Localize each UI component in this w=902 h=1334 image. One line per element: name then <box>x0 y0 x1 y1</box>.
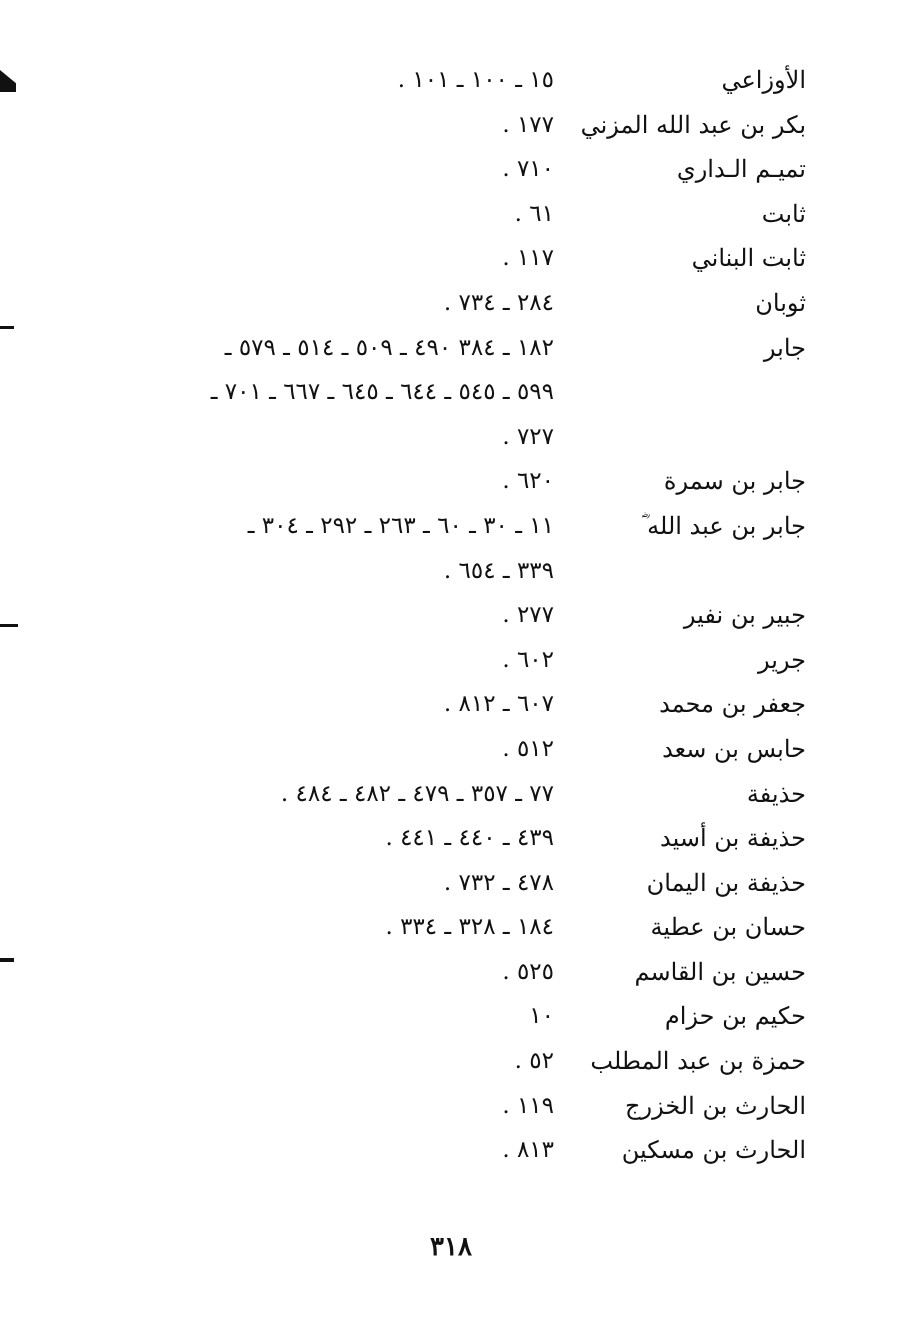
entry-pages: ١٨٤ ـ ٣٢٨ ـ ٣٣٤ . <box>385 914 554 941</box>
index-entry <box>0 905 902 950</box>
index-entry <box>0 1128 902 1173</box>
index-entry <box>0 950 902 995</box>
entry-pages: ٨١٣ . <box>502 1137 554 1164</box>
entry-pages: ٥١٢ . <box>502 735 554 762</box>
entry-name: حمزة بن عبد المطلب <box>590 1047 806 1076</box>
entry-pages: ٥٩٩ ـ ٥٤٥ ـ ٦٤٤ ـ ٦٤٥ ـ ٦٦٧ ـ ٧٠١ ـ <box>210 379 554 406</box>
entry-name: جبير بن نفير <box>683 601 806 630</box>
index-entry <box>0 281 902 326</box>
entry-pages: ١٨٢ ـ ٣٨٤ ٤٩٠ ـ ٥٠٩ ـ ٥١٤ ـ ٥٧٩ ـ <box>224 334 554 361</box>
entry-pages: ٢٧٧ . <box>502 602 554 629</box>
index-entry <box>0 727 902 772</box>
entry-pages: ١١٩ . <box>502 1092 554 1119</box>
index-entry <box>0 147 902 192</box>
index-entry <box>0 682 902 727</box>
entry-name: حسان بن عطية <box>650 913 806 942</box>
index-entry <box>0 192 902 237</box>
entry-pages: ٦٠٢ . <box>502 646 554 673</box>
entry-name: تميـم الـداري <box>676 155 806 184</box>
entry-name: حكيم بن حزام <box>664 1002 806 1031</box>
index-entry-continuation <box>0 415 902 460</box>
entry-pages: ٥٢٥ . <box>502 958 554 985</box>
index-entry <box>0 994 902 1039</box>
entry-pages: ١٧٧ . <box>502 111 554 138</box>
entry-pages: ٢٨٤ ـ ٧٣٤ . <box>443 289 554 316</box>
entry-pages: ٣٣٩ ـ ٦٥٤ . <box>443 557 554 584</box>
entry-pages: ٦١ . <box>514 200 554 227</box>
entry-pages: ٧٧ ـ ٣٥٧ ـ ٤٧٩ ـ ٤٨٢ ـ ٤٨٤ . <box>280 780 554 807</box>
entry-pages: ١٠ <box>529 1003 554 1030</box>
index-entry <box>0 504 902 549</box>
entry-name: جابر بن عبد الله ؓ <box>641 511 806 540</box>
entry-name: الأوزاعي <box>721 66 806 94</box>
entry-pages: ٥٢ . <box>514 1048 554 1075</box>
index-entry <box>0 816 902 861</box>
entry-name: حابس بن سعد <box>662 734 806 763</box>
entry-name: حذيفة بن اليمان <box>646 868 806 897</box>
entry-pages: ٧٢٧ . <box>502 423 554 450</box>
entry-pages: ٤٣٩ ـ ٤٤٠ ـ ٤٤١ . <box>385 825 554 852</box>
names-index-list <box>0 58 902 1173</box>
index-entry-continuation <box>0 549 902 594</box>
entry-name: ثابت البناني <box>691 244 806 273</box>
index-entry <box>0 236 902 281</box>
index-entry <box>0 772 902 817</box>
index-entry <box>0 103 902 148</box>
entry-name: ثابت <box>761 199 806 228</box>
entry-name: حسين بن القاسم <box>634 957 806 986</box>
index-entry <box>0 861 902 906</box>
entry-pages: ٦٢٠ . <box>502 468 554 495</box>
page-number: ٣١٨ <box>430 1232 472 1262</box>
entry-name: جرير <box>758 645 806 674</box>
index-entry <box>0 1039 902 1084</box>
index-entry <box>0 459 902 504</box>
entry-pages: ١١ ـ ٣٠ ـ ٦٠ ـ ٢٦٣ ـ ٢٩٢ ـ ٣٠٤ ـ <box>247 512 554 539</box>
index-entry <box>0 593 902 638</box>
entry-name: الحارث بن مسكين <box>621 1136 806 1165</box>
entry-pages: ١٥ ـ ١٠٠ ـ ١٠١ . <box>397 67 554 93</box>
entry-pages: ٦٠٧ ـ ٨١٢ . <box>443 691 554 718</box>
entry-pages: ٤٧٨ ـ ٧٣٢ . <box>443 869 554 896</box>
index-entry <box>0 638 902 683</box>
entry-name: بكر بن عبد الله المزني <box>580 110 806 139</box>
index-entry-continuation <box>0 370 902 415</box>
entry-pages: ١١٧ . <box>502 245 554 272</box>
entry-name: الحارث بن الخزرج <box>625 1091 806 1120</box>
index-entry <box>0 1084 902 1129</box>
entry-name: جابر <box>763 333 806 362</box>
entry-name: جعفر بن محمد <box>659 690 806 719</box>
index-entry <box>0 58 902 103</box>
index-entry <box>0 326 902 371</box>
entry-name: حذيفة بن أسيد <box>660 824 806 853</box>
entry-name: ثوبان <box>755 288 806 317</box>
entry-name: حذيفة <box>746 779 806 808</box>
entry-name: جابر بن سمرة <box>663 467 806 496</box>
entry-pages: ٧١٠ . <box>502 156 554 183</box>
